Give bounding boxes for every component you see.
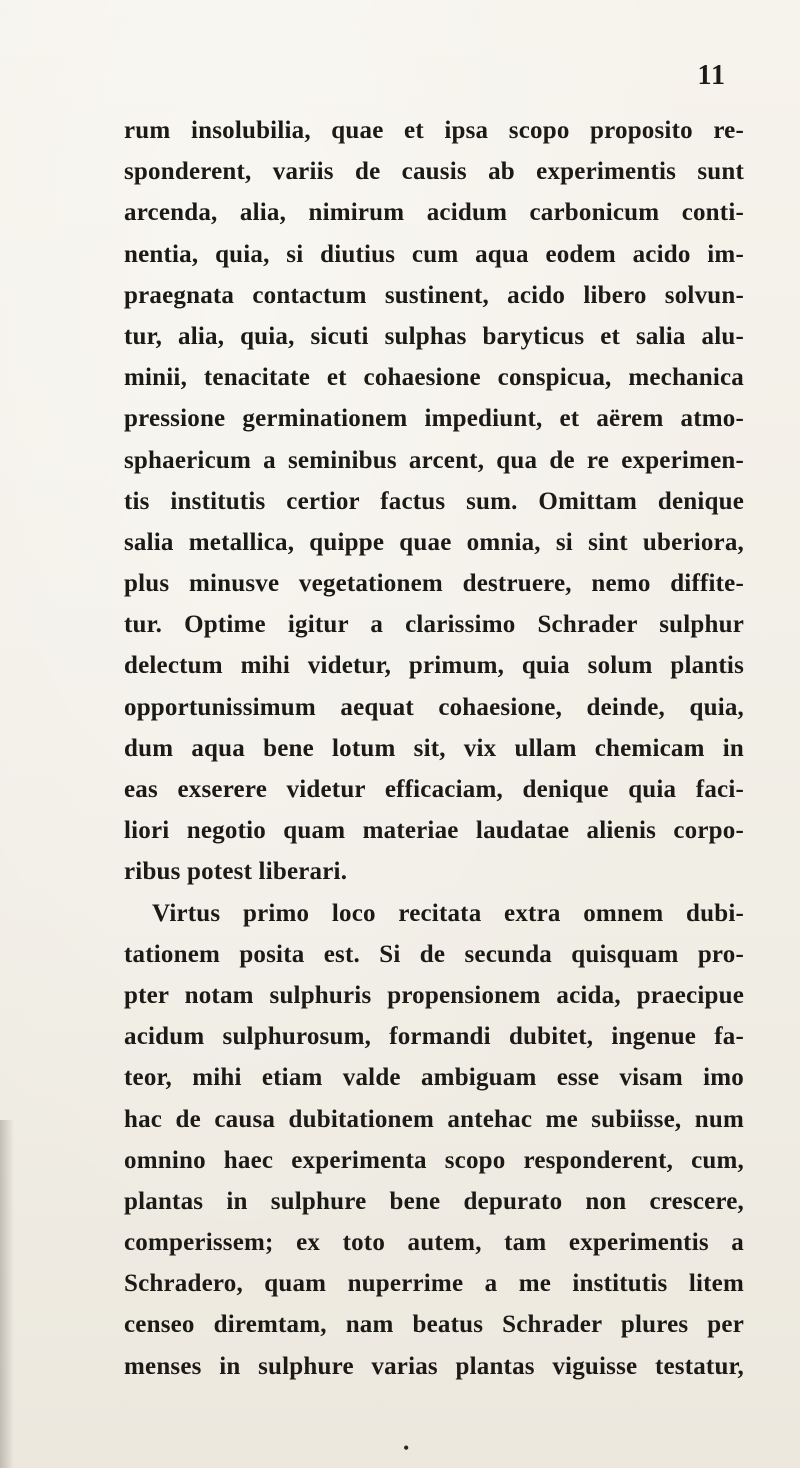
text-line: tis institutis certior factus sum. Omittam denique [124, 487, 744, 515]
text-line: menses in sulphure varias plantas viguisse testatur, [124, 1352, 744, 1380]
text-line: tationem posita est. Si de secunda quisquam pro- [124, 940, 744, 968]
text-line: pressione germinationem impediunt, et aërem atmo- [124, 405, 744, 433]
text-line: tur, alia, quia, sicuti sulphas baryticus et salia alu- [124, 322, 744, 350]
text-line: comperissem; ex toto autem, tam experimentis a [124, 1229, 744, 1257]
text-line: nentia, quia, si diutius cum aqua eodem acido im- [124, 240, 744, 268]
text-line: tur. Optime igitur a clarissimo Schrader sulphur [124, 611, 744, 639]
text-line: pter notam sulphuris propensionem acida, praecipue [124, 981, 744, 1009]
page-binding-shadow [0, 1120, 14, 1468]
text-line: sphaericum a seminibus arcent, qua de re experimen- [124, 446, 744, 474]
text-line: opportunissimum aequat cohaesione, deinde, quia, [124, 693, 744, 721]
text-line: hac de causa dubitationem antehac me subiisse, num [124, 1105, 744, 1133]
text-line: salia metallica, quippe quae omnia, si sint uberiora, [124, 528, 744, 556]
text-line: delectum mihi videtur, primum, quia solum plantis [124, 652, 744, 680]
text-line: teor, mihi etiam valde ambiguam esse visam imo [124, 1064, 744, 1092]
text-line: censeo diremtam, nam beatus Schrader plures per [124, 1311, 744, 1339]
text-line: sponderent, variis de causis ab experimentis sunt [124, 158, 744, 186]
paragraph-start-line: Virtus primo loco recitata extra omnem dubi- [152, 899, 744, 927]
page-number: 11 [697, 60, 726, 91]
text-line: liori negotio quam materiae laudatae alienis corpo- [124, 817, 744, 845]
text-line: eas exserere videtur efficaciam, denique quia faci- [124, 776, 744, 803]
text-line: rum insolubilia, quae et ipsa scopo proposito re- [124, 117, 744, 144]
body-text [124, 110, 744, 1387]
footer-mark: • [403, 1438, 410, 1458]
text-line: Schradero, quam nuperrime a me institutis litem [124, 1270, 744, 1298]
text-line: plantas in sulphure bene depurato non crescere, [124, 1187, 744, 1215]
text-line: arcenda, alia, nimirum acidum carbonicum conti- [124, 199, 744, 227]
text-line: acidum sulphurosum, formandi dubitet, ingenue fa- [124, 1023, 744, 1051]
paragraph-end-line: ribus potest liberari. [124, 858, 348, 886]
text-line: dum aqua bene lotum sit, vix ullam chemicam in [124, 734, 744, 762]
text-line: omnino haec experimenta scopo responderent, cum, [124, 1146, 744, 1174]
text-line: minii, tenacitate et cohaesione conspicua, mechanica [124, 364, 744, 392]
text-line: praegnata contactum sustinent, acido libero solvun- [124, 281, 744, 309]
text-line: plus minusve vegetationem destruere, nemo diffite- [124, 570, 744, 598]
